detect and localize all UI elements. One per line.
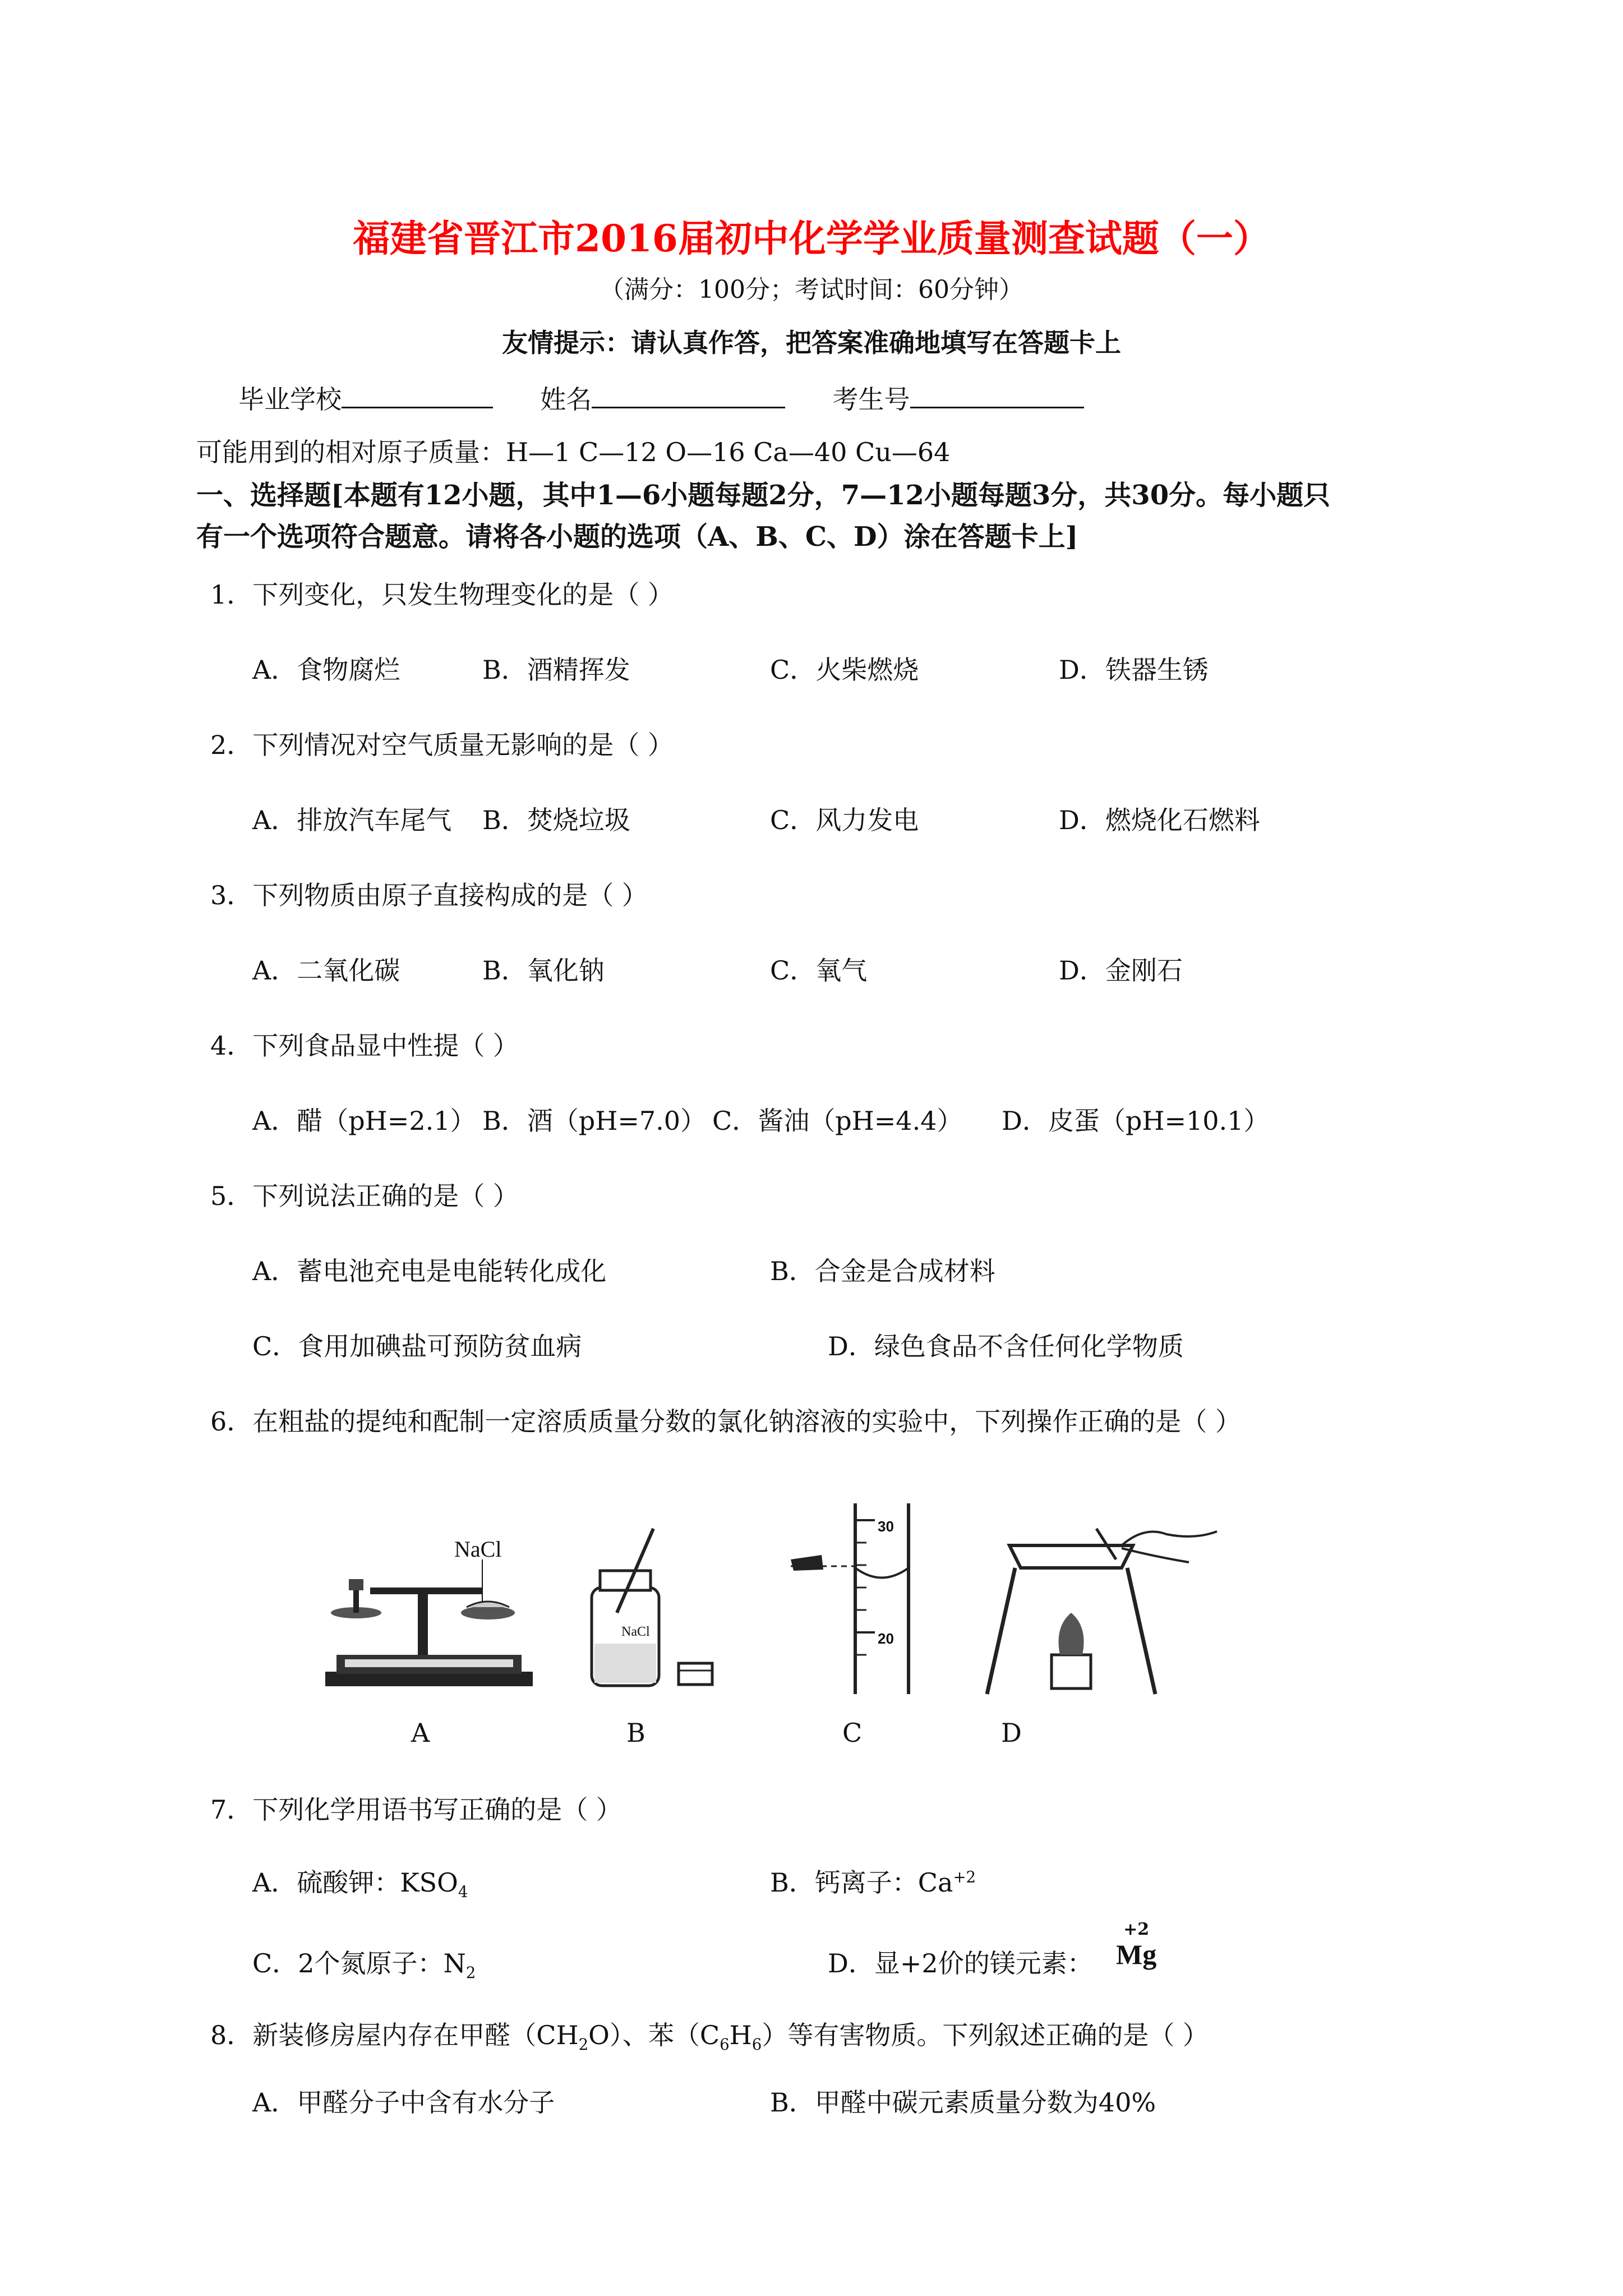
option-a[interactable] (252, 1862, 468, 1901)
exam-no-label: 考生号 (832, 384, 910, 415)
option-c[interactable]: C．风力发电 (770, 805, 919, 835)
school-label: 毕业学校 (238, 384, 342, 415)
cylinder-mark-30: 30 (878, 1518, 894, 1535)
option-b[interactable]: B．酒精挥发 (482, 655, 630, 685)
option-b-text: B．钙离子：Ca (770, 1867, 953, 1898)
option-a[interactable]: A．醋（pH=2.1） (252, 1106, 476, 1136)
option-b[interactable]: B．氧化钠 (482, 955, 605, 986)
question-stem: 4．下列食品显中性提（ ） (210, 1030, 519, 1061)
name-field[interactable] (592, 384, 785, 408)
question-stem: 7．下列化学用语书写正确的是（ ） (210, 1795, 622, 1825)
option-a[interactable]: A．蓄电池充电是电能转化成化 (252, 1256, 607, 1286)
stem-part: O）、苯（C (588, 2020, 720, 2050)
option-a-text: A．硫酸钾：KSO (252, 1867, 458, 1898)
stem-part: 8．新装修房屋内存在甲醛（CH (210, 2020, 579, 2050)
section-heading-cont: 有一个选项符合题意。请将各小题的选项（A、B、C、D）涂在答题卡上] (196, 521, 1078, 553)
question-stem: 5．下列说法正确的是（ ） (210, 1181, 519, 1211)
atomic-mass: 可能用到的相对原子质量：H—1 C—12 O—16 Ca—40 Cu—64 (196, 437, 951, 467)
option-d[interactable]: D．绿色食品不含任何化学物质 (828, 1331, 1184, 1361)
balance-figure (325, 1536, 533, 1686)
question-stem (210, 2015, 1209, 2054)
option-a[interactable]: A．甲醛分子中含有水分子 (252, 2087, 555, 2118)
stem-part: ）等有害物质。下列叙述正确的是（ ） (762, 2020, 1209, 2050)
option-a[interactable]: A．排放汽车尾气 (252, 805, 452, 835)
lab-figures (314, 1503, 1267, 1705)
subscript: 6 (751, 2035, 762, 2054)
reagent-jar-figure (592, 1529, 712, 1686)
stem-part: H (729, 2020, 752, 2050)
mg-valence-formula (1116, 1921, 1156, 1971)
option-b[interactable]: B．酒（pH=7.0） (482, 1106, 707, 1136)
option-d[interactable] (828, 1943, 1093, 1980)
school-field[interactable] (342, 384, 493, 408)
nacl-label-a: NaCl (454, 1536, 502, 1562)
option-c[interactable]: C．食用加碘盐可预防贫血病 (252, 1331, 582, 1361)
valence-mark: +2 (1123, 1920, 1150, 1939)
exam-no-field[interactable] (910, 384, 1084, 408)
exam-info: （满分：100分；考试时间：60分钟） (600, 275, 1023, 304)
figure-label-d: D (1001, 1718, 1022, 1748)
option-c[interactable]: C．酱油（pH=4.4） (712, 1106, 963, 1136)
option-d[interactable]: D．金刚石 (1059, 955, 1183, 986)
subscript: 2 (465, 1963, 476, 1982)
question-stem: 2．下列情况对空气质量无影响的是（ ） (210, 730, 674, 760)
option-b[interactable] (770, 1862, 976, 1899)
page-title: 福建省晋江市2016届初中化学学业质量测查试题（一） (353, 217, 1270, 260)
section-heading: 一、选择题[本题有12小题，其中1—6小题每题2分，7—12小题每题3分，共30分。每小题只 (196, 480, 1331, 511)
option-d[interactable]: D．铁器生锈 (1059, 655, 1209, 685)
subscript: 6 (720, 2035, 730, 2054)
figure-label-b: B (626, 1718, 645, 1748)
figure-label-c: C (842, 1718, 863, 1748)
option-c[interactable] (252, 1943, 476, 1982)
question-stem: 6．在粗盐的提纯和配制一定溶质质量分数的氯化钠溶液的实验中，下列操作正确的是（ ） (210, 1406, 1241, 1437)
graduated-cylinder-figure (791, 1503, 909, 1694)
friendly-tip: 友情提示：请认真作答，把答案准确地填写在答题卡上 (502, 328, 1121, 358)
name-label: 姓名 (540, 384, 592, 415)
nacl-label-b: NaCl (621, 1625, 650, 1639)
figure-label-a: A (411, 1718, 430, 1748)
option-d[interactable]: D．燃烧化石燃料 (1059, 805, 1260, 835)
option-b[interactable]: B．甲醛中碳元素质量分数为40% (770, 2087, 1156, 2118)
option-c[interactable]: C．火柴燃烧 (770, 655, 919, 685)
option-c[interactable]: C．氧气 (770, 955, 868, 986)
option-c-text: C．2个氮原子：N (252, 1948, 466, 1978)
option-b[interactable]: B．合金是合成材料 (770, 1256, 995, 1286)
option-d-text: D．显+2价的镁元素： (828, 1948, 1093, 1978)
subscript: 2 (578, 2035, 589, 2054)
option-a[interactable]: A．食物腐烂 (252, 655, 400, 685)
option-a[interactable]: A．二氧化碳 (252, 955, 400, 986)
question-stem: 3．下列物质由原子直接构成的是（ ） (210, 880, 648, 910)
student-info-row (238, 379, 1084, 416)
question-stem: 1．下列变化，只发生物理变化的是（ ） (210, 579, 674, 610)
cylinder-mark-20: 20 (878, 1630, 894, 1647)
subscript: 4 (458, 1883, 468, 1902)
superscript: +2 (953, 1867, 976, 1887)
option-d[interactable]: D．皮蛋（pH=10.1） (1002, 1106, 1270, 1136)
mg-symbol: Mg (1116, 1939, 1157, 1970)
evaporation-figure (987, 1529, 1217, 1694)
option-b[interactable]: B．焚烧垃圾 (482, 805, 630, 835)
